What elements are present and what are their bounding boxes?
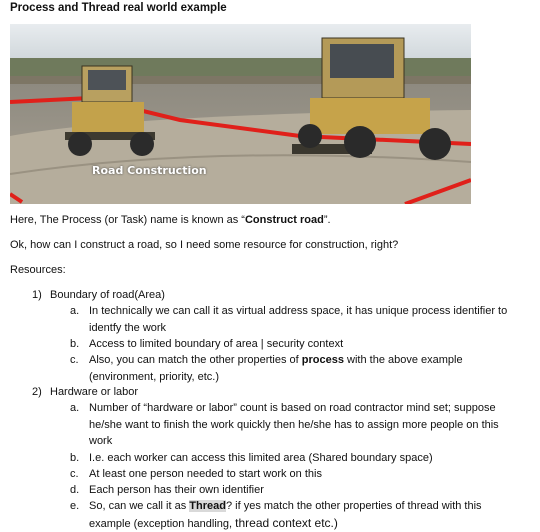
sub-letter: e. xyxy=(70,500,80,512)
sub-letter: a. xyxy=(70,305,80,317)
sub-letter: a. xyxy=(70,402,80,414)
process-name: Construct road xyxy=(244,214,324,226)
sub-item-text: At least one person needed to start work on this xyxy=(89,468,322,480)
page-title: Process and Thread real world example xyxy=(10,2,227,14)
sub-letter: c. xyxy=(70,468,79,480)
road-construction-photo xyxy=(10,24,471,204)
list-number: 1) xyxy=(32,289,42,301)
resources-label: Resources: xyxy=(10,264,66,276)
sub-letter: b. xyxy=(70,452,80,464)
sub-item-post: with the above example (environment, priority, etc.) xyxy=(89,354,463,383)
sub-letter: c. xyxy=(70,354,79,366)
sub-item-text: In technically we can call it as virtual address space, it has unique process identifier to identfy the work xyxy=(89,305,508,334)
sub-item-post: ? if yes match the other properties of thread with this example (exception handling, xyxy=(89,500,482,530)
road-construction-illustration xyxy=(10,24,471,204)
process-keyword: process xyxy=(301,354,344,366)
list-item-label: Boundary of road(Area) xyxy=(50,289,165,301)
sub-item-pre: So, can we call it as xyxy=(89,500,190,512)
image-caption: Road Construction xyxy=(92,164,207,177)
sub-item-text xyxy=(89,352,519,385)
sub-item-text: Access to limited boundary of area | security context xyxy=(89,338,344,350)
sub-letter: d. xyxy=(70,484,80,496)
sub-item-tail: thread context etc.) xyxy=(235,515,338,530)
intro-paragraph xyxy=(10,212,331,228)
sub-item-text: Each person has their own identifier xyxy=(89,484,264,496)
sub-item-pre: Also, you can match the other properties of xyxy=(89,354,302,366)
intro-suffix: ”. xyxy=(323,214,331,226)
sub-item-text xyxy=(89,498,519,532)
sub-letter: b. xyxy=(70,338,80,350)
list-item-label: Hardware or labor xyxy=(50,386,139,398)
sub-item-text: I.e. each worker can access this limited area (Shared boundary space) xyxy=(89,452,433,464)
thread-keyword: Thread xyxy=(189,500,226,512)
list-number: 2) xyxy=(32,386,42,398)
intro-prefix: Here, The Process (or Task) name is known as “ xyxy=(10,214,245,226)
question-paragraph: Ok, how can I construct a road, so I need some resource for construction, right? xyxy=(10,239,399,251)
sub-item-text: Number of “hardware or labor” count is based on road contractor mind set; suppose he/she want to finish the work quickly then he/she has to assign more people on this work xyxy=(89,402,499,447)
